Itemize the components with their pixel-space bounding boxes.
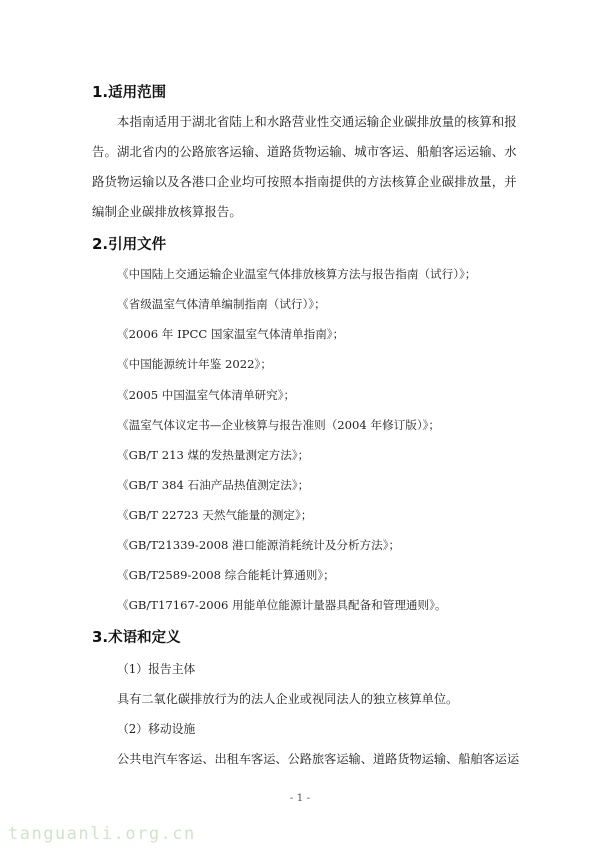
- reference-item: 《GB/T21339-2008 港口能源消耗统计及分析方法》；: [117, 538, 401, 552]
- section-2-number: 2.: [92, 235, 109, 253]
- reference-item: 《GB/T 213 煤的发热量测定方法》；: [117, 448, 310, 462]
- reference-item: 《省级温室气体清单编制指南（试行）》；: [117, 297, 326, 311]
- reference-item: 《GB/T 384 石油产品热值测定法》；: [117, 478, 310, 492]
- section-1-heading: [92, 81, 166, 102]
- term-2-definition: 公共电汽车客运、出租车客运、公路旅客运输、道路货物运输、船舶客运运: [117, 752, 520, 766]
- reference-item: 《中国陆上交通运输企业温室气体排放核算方法与报告指南（试行）》；: [117, 267, 477, 281]
- section-1-title: 适用范围: [108, 85, 167, 101]
- section-1-number: 1.: [92, 83, 109, 101]
- reference-item: 《GB/T2589-2008 综合能耗计算通则》；: [117, 568, 335, 582]
- term-1-label: （1）报告主体: [117, 662, 196, 676]
- section-2-title: 引用文件: [108, 237, 167, 253]
- reference-item: 《2006 年 IPCC 国家温室气体清单指南》；: [117, 327, 345, 341]
- section-3-heading: [92, 626, 181, 647]
- reference-item: 《GB/T 22723 天然气能量的测定》；: [117, 508, 313, 522]
- section-2-heading: [92, 233, 166, 254]
- page-number: - 1 -: [289, 792, 311, 804]
- term-2-label: （2）移动设施: [117, 722, 196, 736]
- site-watermark: tanguanli.org.cn: [8, 824, 196, 844]
- reference-item: 《温室气体议定书—企业核算与报告准则（2004 年修订版）》；: [117, 418, 441, 432]
- section-1-body: 本指南适用于湖北省陆上和水路营业性交通运输企业碳排放量的核算和报告。湖北省内的公路旅客运输、道路货物运输、城市客运、船舶客运运输、水路货物运输以及各港口企业均可按照本指南提供的方法核算企业碳排放量，并编制企业碳排放核算报告。: [92, 114, 517, 219]
- term-1-definition: 具有二氧化碳排放行为的法人企业或视同法人的独立核算单位。: [117, 692, 459, 706]
- section-3-number: 3.: [92, 628, 109, 646]
- section-3-title: 术语和定义: [108, 630, 181, 646]
- reference-item: 《中国能源统计年鉴 2022》；: [117, 357, 272, 371]
- reference-item: 《2005 中国温室气体清单研究》；: [117, 388, 296, 402]
- reference-item: 《GB/T17167-2006 用能单位能源计量器具配备和管理通则》。: [117, 598, 447, 612]
